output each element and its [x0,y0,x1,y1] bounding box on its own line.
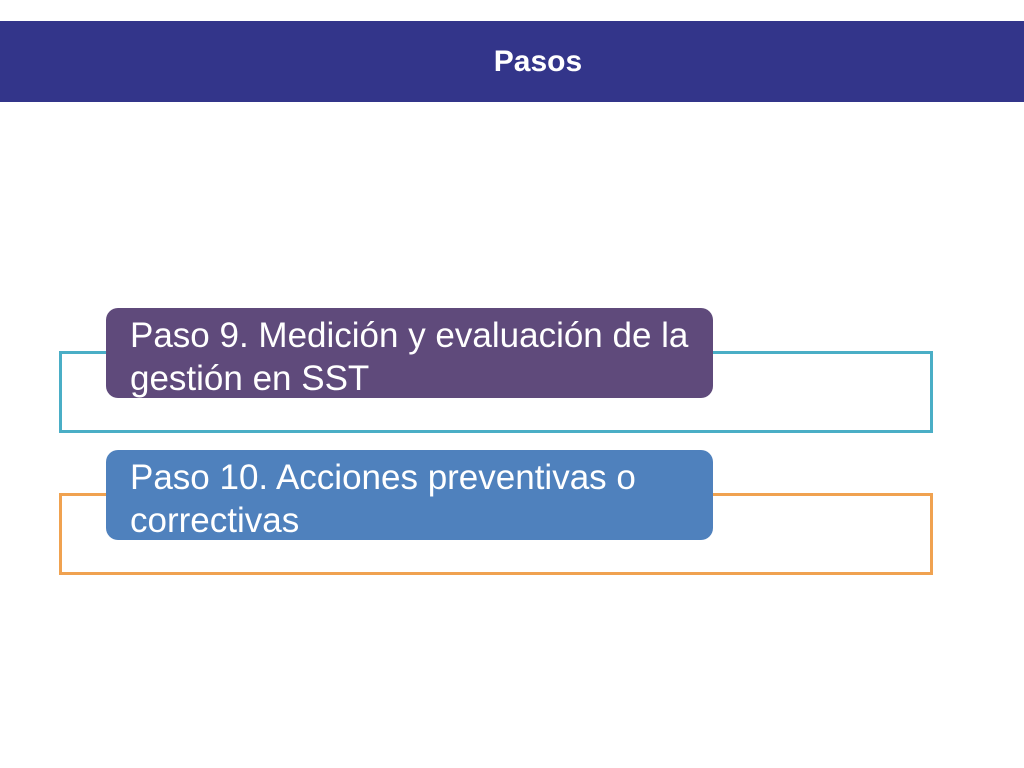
step-10-label: Paso 10. Acciones preventivas o correctivas [106,450,713,540]
page-title: Pasos [493,45,583,78]
step-9-label: Paso 9. Medición y evaluación de la gestión en SST [106,308,713,398]
